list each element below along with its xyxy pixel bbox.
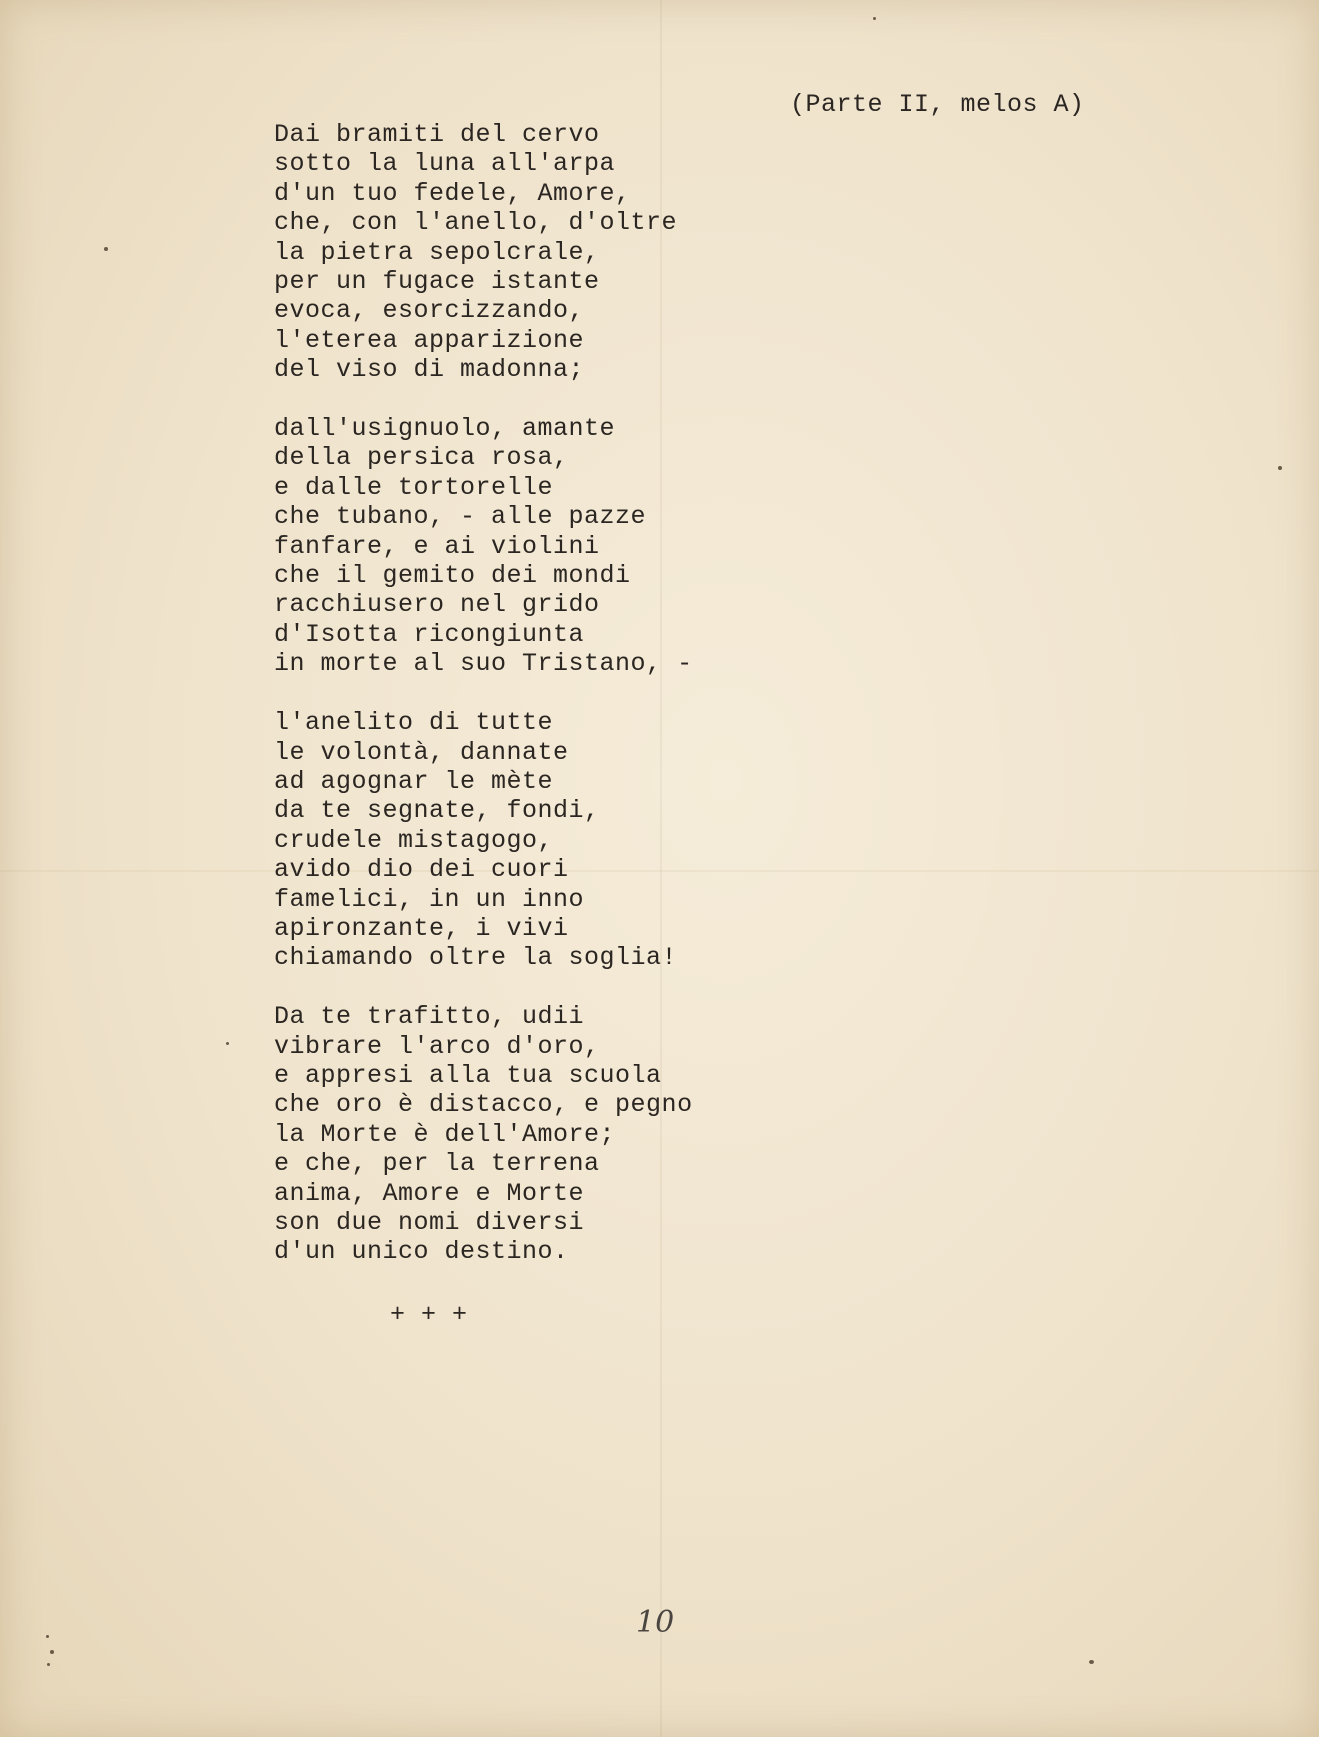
poem-line: e che, per la terrena xyxy=(274,1149,600,1179)
paper-speck xyxy=(104,247,108,251)
handwritten-page-number: 10 xyxy=(636,1605,675,1640)
poem-line: fanfare, e ai violini xyxy=(274,531,600,561)
poem-line: da te segnate, fondi, xyxy=(274,796,600,826)
poem-line: evoca, esorcizzando, xyxy=(274,296,585,326)
poem-line: che oro è distacco, e pegno xyxy=(274,1090,693,1120)
poem-line: l'eterea apparizione xyxy=(274,325,585,355)
poem-line: vibrare l'arco d'oro, xyxy=(274,1031,600,1061)
poem-line: della persica rosa, xyxy=(274,443,569,473)
poem-line: per un fugace istante xyxy=(274,267,600,297)
poem-line: chiamando oltre la soglia! xyxy=(274,943,678,973)
poem-line: apironzante, i vivi xyxy=(274,913,569,943)
poem-line: d'un unico destino. xyxy=(274,1237,569,1267)
poem-line: la Morte è dell'Amore; xyxy=(274,1119,616,1149)
paper-speck xyxy=(46,1635,49,1638)
poem-line: e appresi alla tua scuola xyxy=(274,1060,662,1090)
paper-speck xyxy=(47,1663,50,1666)
poem-line: la pietra sepolcrale, xyxy=(274,237,600,267)
poem-line: l'anelito di tutte xyxy=(274,708,554,738)
poem-line: che il gemito dei mondi xyxy=(274,561,631,591)
poem-line: son due nomi diversi xyxy=(274,1207,585,1237)
paper-speck xyxy=(1278,466,1282,470)
poem-line: Da te trafitto, udii xyxy=(274,1002,585,1032)
poem-line: e dalle tortorelle xyxy=(274,472,554,502)
poem-line: anima, Amore e Morte xyxy=(274,1178,585,1208)
poem-line: le volontà, dannate xyxy=(274,737,569,767)
stanza xyxy=(274,708,693,973)
paper-speck xyxy=(873,17,876,20)
poem-line: racchiusero nel grido xyxy=(274,590,600,620)
poem-line: in morte al suo Tristano, - xyxy=(274,649,693,679)
stanza xyxy=(274,414,693,679)
paper-speck xyxy=(1089,1660,1094,1664)
poem-line: del viso di madonna; xyxy=(274,355,585,385)
poem-line: d'un tuo fedele, Amore, xyxy=(274,178,631,208)
poem-line: d'Isotta ricongiunta xyxy=(274,619,585,649)
poem-line: dall'usignuolo, amante xyxy=(274,414,616,444)
poem-line: famelici, in un inno xyxy=(274,884,585,914)
poem-line: Dai bramiti del cervo xyxy=(274,120,600,149)
poem-line: che, con l'anello, d'oltre xyxy=(274,208,678,238)
stanza xyxy=(274,120,693,385)
poem-line: sotto la luna all'arpa xyxy=(274,149,616,179)
poem-line: che tubano, - alle pazze xyxy=(274,502,647,532)
poem-line: avido dio dei cuori xyxy=(274,855,569,885)
poem xyxy=(274,120,693,1296)
poem-line: crudele mistagogo, xyxy=(274,825,554,855)
paper-speck xyxy=(50,1650,54,1654)
poem-line: ad agognar le mète xyxy=(274,766,554,796)
paper-speck xyxy=(226,1042,229,1045)
stanza xyxy=(274,1002,693,1267)
section-label: (Parte II, melos A) xyxy=(790,90,1085,119)
section-separator: + + + xyxy=(390,1300,468,1329)
